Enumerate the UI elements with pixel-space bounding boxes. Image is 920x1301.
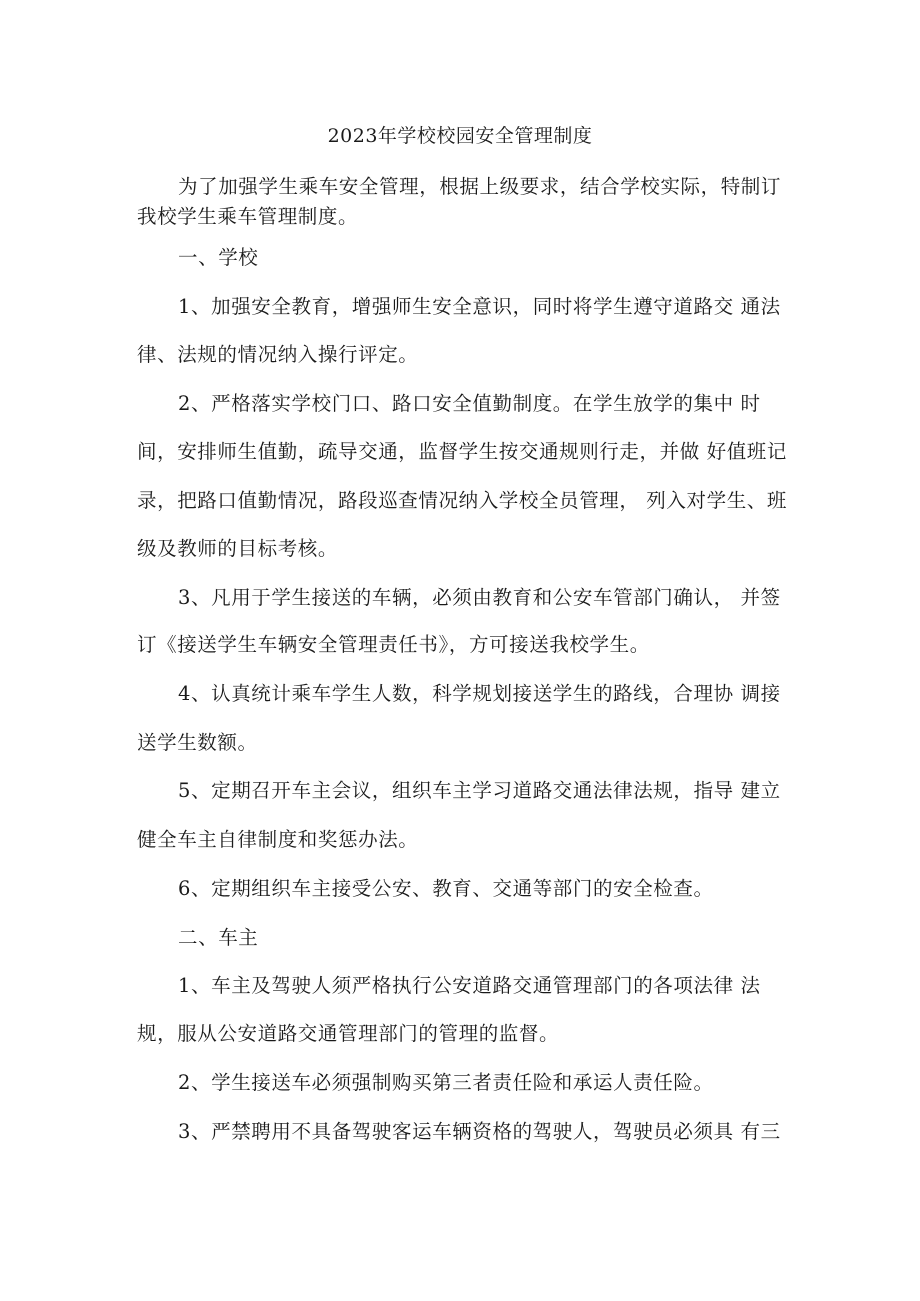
paragraph-line: 4、认真统计乘车学生人数，科学规划接送学生的路线，合理协 调接 (178, 682, 781, 705)
paragraph-line: 级及教师的目标考核。 (137, 537, 339, 560)
paragraph-line: 1、车主及驾驶人须严格执行公安道路交通管理部门的各项法律 法 (178, 974, 761, 997)
section-heading: 二、车主 (178, 926, 259, 949)
section-heading: 一、学校 (178, 246, 259, 269)
paragraph-line: 健全车主自律制度和奖惩办法。 (137, 828, 419, 851)
paragraph-line: 规，服从公安道路交通管理部门的管理的监督。 (137, 1022, 560, 1045)
paragraph-line: 6、定期组织车主接受公安、教育、交通等部门的安全检查。 (178, 877, 714, 900)
paragraph-line: 送学生数额。 (137, 731, 258, 754)
paragraph-line: 为了加强学生乘车安全管理，根据上级要求，结合学校实际，特制订 (178, 175, 782, 198)
document-title: 2023年学校校园安全管理制度 (327, 125, 593, 147)
paragraph-line: 5、定期召开车主会议，组织车主学习道路交通法律法规，指导 建立 (178, 779, 781, 802)
paragraph-line: 1、加强安全教育，增强师生安全意识，同时将学生遵守道路交 通法 (178, 295, 781, 318)
paragraph-line: 3、严禁聘用不具备驾驶客运车辆资格的驾驶人，驾驶员必须具 有三 (178, 1120, 781, 1143)
paragraph-line: 我校学生乘车管理制度。 (137, 205, 359, 228)
paragraph-line: 间，安排师生值勤，疏导交通，监督学生按交通规则行走，并做 好值班记 (137, 440, 787, 463)
paragraph-line: 录，把路口值勤情况，路段巡查情况纳入学校全员管理， 列入对学生、班 (137, 489, 787, 512)
paragraph-line: 3、凡用于学生接送的车辆，必须由教育和公安车管部门确认， 并签 (178, 586, 781, 609)
paragraph-line: 2、学生接送车必须强制购买第三者责任险和承运人责任险。 (178, 1071, 714, 1094)
paragraph-line: 律、法规的情况纳入操行评定。 (137, 343, 419, 366)
paragraph-line: 2、严格落实学校门口、路口安全值勤制度。在学生放学的集中 时 (178, 392, 761, 415)
paragraph-line: 订《接送学生车辆安全管理责任书》，方可接送我校学生。 (137, 633, 650, 656)
